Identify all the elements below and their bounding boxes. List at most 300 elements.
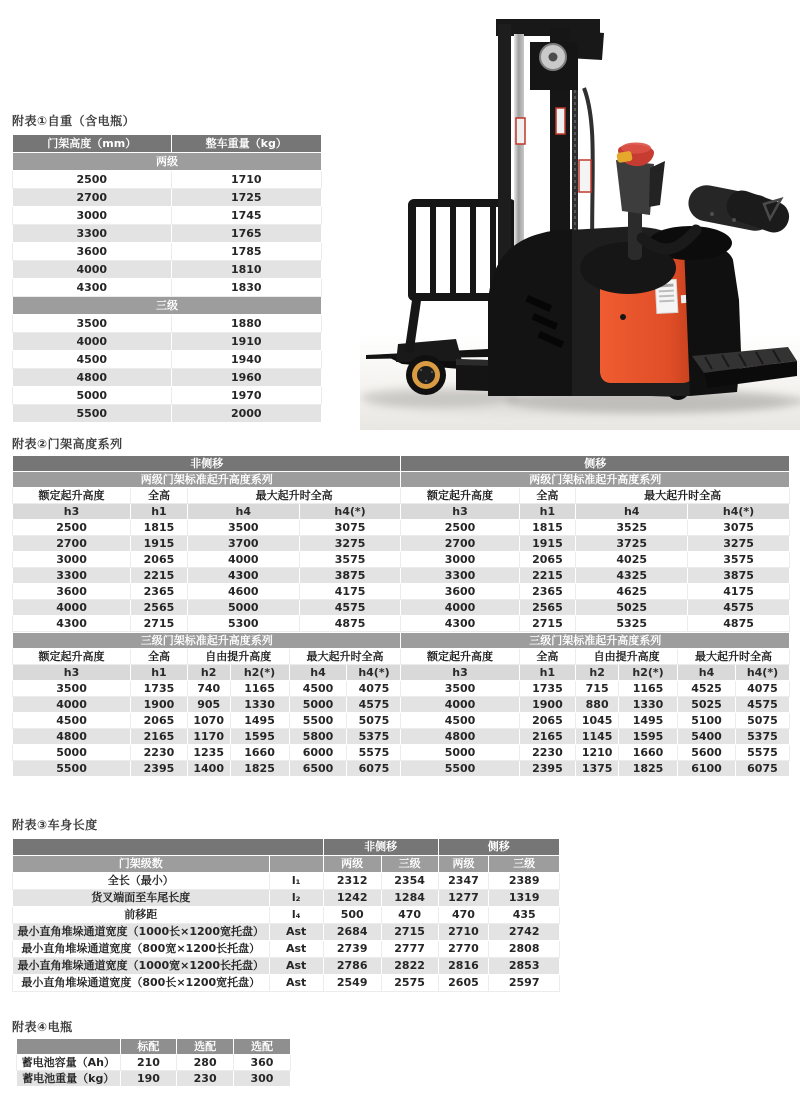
column-header: 三级 [489,856,560,873]
value-cell: 1810 [171,261,321,279]
value-cell: 3700 [187,536,299,552]
mast-height-two-stage-table [12,455,790,632]
section-header: 三级 [13,297,322,315]
value-cell: 4500 [13,713,131,729]
mast-height-three-stage-table [12,632,790,777]
value-cell: 5075 [735,713,789,729]
value-cell: 2365 [519,584,576,600]
value-cell: 4625 [576,584,688,600]
table-row [13,171,322,189]
value-cell: 360 [233,1055,290,1071]
table-row [13,958,560,975]
table-row [13,351,322,369]
body-length-table [12,838,560,992]
value-cell: 1785 [171,243,321,261]
dimension-symbol: Ast [269,975,323,992]
section-header-row [13,297,322,315]
value-cell: 2165 [519,729,576,745]
value-cell: 2000 [171,405,321,423]
value-cell: 3500 [13,681,131,697]
value-cell: 1330 [619,697,678,713]
value-cell: 4800 [401,729,519,745]
symbol-header: h1 [519,504,576,520]
value-cell: 3300 [401,568,519,584]
value-cell: 2770 [438,941,489,958]
value-cell: 1825 [230,761,289,777]
battery-table [16,1038,291,1087]
value-cell: 1910 [171,333,321,351]
value-cell: 3000 [13,207,172,225]
value-cell: 5375 [347,729,401,745]
value-cell: 1900 [131,697,188,713]
row-label: 全长（最小） [13,873,270,890]
value-cell: 2739 [323,941,381,958]
value-cell: 6075 [735,761,789,777]
symbol-header: h1 [131,665,188,681]
value-cell: 1915 [131,536,188,552]
warning-label [556,108,565,134]
value-cell: 2605 [438,975,489,992]
product-photo [360,0,800,430]
value-cell: 4525 [678,681,736,697]
value-cell: 5500 [289,713,347,729]
value-cell: 230 [177,1071,234,1087]
value-cell: 3500 [13,315,172,333]
table-row [13,225,322,243]
value-cell: 5800 [289,729,347,745]
section-header: 三级门架标准起升高度系列 [13,633,401,649]
value-cell: 1735 [131,681,188,697]
value-cell: 4025 [576,552,688,568]
row-label: 货叉端面至车尾长度 [13,890,270,907]
value-cell: 3275 [688,536,790,552]
table-row [13,907,560,924]
value-cell: 1277 [438,890,489,907]
value-cell: 5600 [678,745,736,761]
value-cell: 2347 [438,873,489,890]
value-cell: 1900 [519,697,576,713]
value-cell: 3000 [401,552,519,568]
column-header: 标配 [120,1039,177,1055]
value-cell: 5575 [347,745,401,761]
table-row [13,333,322,351]
value-cell: 1725 [171,189,321,207]
table-row [13,713,790,729]
value-cell: 2786 [323,958,381,975]
symbol-header: h4(*) [688,504,790,520]
symbol-header: h2 [187,665,230,681]
value-cell: 4575 [299,600,401,616]
table-row [13,745,790,761]
dimension-symbol: l₄ [269,907,323,924]
value-cell: 2710 [438,924,489,941]
column-header: 门架高度（mm） [13,135,172,153]
value-cell: 1145 [576,729,619,745]
value-cell: 300 [233,1071,290,1087]
group-header: 非侧移 [323,839,438,856]
row-label: 蓄电池容量（Ah） [17,1055,121,1071]
value-cell: 4875 [299,616,401,632]
section-header-row [13,633,790,649]
column-header-row [13,856,560,873]
value-cell: 3575 [688,552,790,568]
value-cell: 2700 [13,536,131,552]
value-cell: 190 [120,1071,177,1087]
symbol-header: h4(*) [347,665,401,681]
value-cell: 2395 [519,761,576,777]
table-row [13,729,790,745]
column-header: 最大起升时全高 [678,649,790,665]
value-cell: 1765 [171,225,321,243]
value-cell: 3725 [576,536,688,552]
value-cell: 3300 [13,568,131,584]
warning-label [516,118,525,144]
table-row [13,975,560,992]
value-cell: 4600 [187,584,299,600]
column-header: 额定起升高度 [13,488,131,504]
table-row [13,890,560,907]
value-cell: 1710 [171,171,321,189]
value-cell: 2565 [519,600,576,616]
symbol-header: h4 [289,665,347,681]
table-row [13,279,322,297]
row-label: 最小直角堆垛通道宽度（1000宽×1200长托盘） [13,958,270,975]
dimension-symbol: Ast [269,941,323,958]
value-cell: 2575 [381,975,438,992]
value-cell: 4875 [688,616,790,632]
value-cell: 4075 [347,681,401,697]
value-cell: 2700 [13,189,172,207]
value-cell: 5075 [347,713,401,729]
value-cell: 2365 [131,584,188,600]
value-cell: 1745 [171,207,321,225]
column-header: 全高 [131,649,188,665]
value-cell: 3275 [299,536,401,552]
group-header: 非侧移 [13,456,401,472]
value-cell: 6000 [289,745,347,761]
value-cell: 1319 [489,890,560,907]
table-row [13,584,790,600]
symbol-header: h2(*) [619,665,678,681]
value-cell: 6100 [678,761,736,777]
table-row [13,568,790,584]
value-cell: 6075 [347,761,401,777]
table-row [13,243,322,261]
column-header: 两级 [438,856,489,873]
column-header-row [13,488,790,504]
value-cell: 2065 [519,713,576,729]
value-cell: 1495 [230,713,289,729]
value-cell: 5025 [576,600,688,616]
dimension-symbol: Ast [269,958,323,975]
symbol-header: h4 [576,504,688,520]
table-row [17,1055,291,1071]
value-cell: 1070 [187,713,230,729]
value-cell: 2065 [131,552,188,568]
value-cell: 500 [323,907,381,924]
value-cell: 4000 [13,697,131,713]
value-cell: 3875 [299,568,401,584]
table-row [13,405,322,423]
value-cell: 280 [177,1055,234,1071]
value-cell: 210 [120,1055,177,1071]
group-header: 侧移 [401,456,790,472]
value-cell: 4575 [735,697,789,713]
table-row [13,387,322,405]
value-cell: 1970 [171,387,321,405]
value-cell: 5400 [678,729,736,745]
value-cell: 2395 [131,761,188,777]
column-header: 全高 [519,649,576,665]
column-header: 自由提升高度 [576,649,678,665]
value-cell: 715 [576,681,619,697]
group-header: 侧移 [438,839,559,856]
value-cell: 5100 [678,713,736,729]
value-cell: 5000 [13,387,172,405]
value-cell: 3525 [576,520,688,536]
value-cell: 905 [187,697,230,713]
column-header: 额定起升高度 [401,488,519,504]
value-cell: 1045 [576,713,619,729]
symbol-header: h3 [13,665,131,681]
symbol-header: h4(*) [735,665,789,681]
row-label: 最小直角堆垛通道宽度（800宽×1200长托盘） [13,941,270,958]
value-cell: 4000 [401,600,519,616]
value-cell: 1235 [187,745,230,761]
table-row [13,552,790,568]
table-row [13,761,790,777]
column-header-row [13,649,790,665]
value-cell: 4175 [299,584,401,600]
value-cell: 1210 [576,745,619,761]
value-cell: 4175 [688,584,790,600]
table-row [13,941,560,958]
table1-title: 附表①自重（含电瓶） [12,114,136,128]
section-header-row [13,153,322,171]
value-cell: 5300 [187,616,299,632]
value-cell: 3600 [13,243,172,261]
table-row [13,600,790,616]
value-cell: 1330 [230,697,289,713]
value-cell: 3600 [401,584,519,600]
value-cell: 2500 [13,171,172,189]
table4-title: 附表④电瓶 [12,1020,73,1034]
column-header: 两级 [323,856,381,873]
dimension-symbol: l₂ [269,890,323,907]
value-cell: 1815 [519,520,576,536]
value-cell: 2597 [489,975,560,992]
table-row [17,1071,291,1087]
value-cell: 5025 [678,697,736,713]
value-cell: 1165 [230,681,289,697]
table-row [13,697,790,713]
value-cell: 2065 [519,552,576,568]
value-cell: 470 [381,907,438,924]
value-cell: 1595 [619,729,678,745]
section-header: 两级门架标准起升高度系列 [13,472,401,488]
value-cell: 5325 [576,616,688,632]
value-cell: 1960 [171,369,321,387]
value-cell: 5000 [289,697,347,713]
value-cell: 4575 [688,600,790,616]
value-cell: 2777 [381,941,438,958]
group-header-row [13,456,790,472]
value-cell: 1165 [619,681,678,697]
value-cell: 1940 [171,351,321,369]
value-cell: 1825 [619,761,678,777]
table-row [13,681,790,697]
value-cell: 4000 [13,333,172,351]
value-cell: 2500 [401,520,519,536]
value-cell: 1595 [230,729,289,745]
value-cell: 4575 [347,697,401,713]
value-cell: 4500 [289,681,347,697]
value-cell: 3500 [187,520,299,536]
value-cell: 2389 [489,873,560,890]
row-label: 最小直角堆垛通道宽度（1000长×1200宽托盘） [13,924,270,941]
value-cell: 1660 [230,745,289,761]
value-cell: 5575 [735,745,789,761]
symbol-header: h4 [678,665,736,681]
table-row [13,189,322,207]
table-row [13,873,560,890]
value-cell: 435 [489,907,560,924]
column-header: 门架级数 [13,856,270,873]
value-cell: 1830 [171,279,321,297]
value-cell: 4500 [401,713,519,729]
table-row [13,536,790,552]
symbol-header: h3 [401,504,519,520]
value-cell: 4300 [13,616,131,632]
value-cell: 5375 [735,729,789,745]
section-header: 两级门架标准起升高度系列 [401,472,790,488]
value-cell: 2715 [381,924,438,941]
value-cell: 2565 [131,600,188,616]
value-cell: 1735 [519,681,576,697]
value-cell: 1815 [131,520,188,536]
value-cell: 1375 [576,761,619,777]
value-cell: 3075 [688,520,790,536]
value-cell: 4300 [401,616,519,632]
value-cell: 4500 [13,351,172,369]
column-header: 选配 [177,1039,234,1055]
value-cell: 3300 [13,225,172,243]
symbol-header: h4(*) [299,504,401,520]
value-cell: 5000 [401,745,519,761]
value-cell: 1880 [171,315,321,333]
symbol-header-row [13,665,790,681]
row-label: 最小直角堆垛通道宽度（800长×1200宽托盘） [13,975,270,992]
empty-header-cell [13,839,324,856]
table-row [13,616,790,632]
value-cell: 4325 [576,568,688,584]
value-cell: 3000 [13,552,131,568]
symbol-header: h3 [401,665,519,681]
table-row [13,207,322,225]
section-header-row [13,472,790,488]
empty-header-cell [17,1039,121,1055]
value-cell: 4075 [735,681,789,697]
value-cell: 2853 [489,958,560,975]
value-cell: 2165 [131,729,188,745]
value-cell: 4300 [187,568,299,584]
section-header: 三级门架标准起升高度系列 [401,633,790,649]
value-cell: 2230 [131,745,188,761]
value-cell: 3075 [299,520,401,536]
value-cell: 4800 [13,369,172,387]
column-header: 三级 [381,856,438,873]
value-cell: 3875 [688,568,790,584]
column-header: 额定起升高度 [13,649,131,665]
section-header: 两级 [13,153,322,171]
weight-table [12,134,322,423]
row-label: 蓄电池重量（kg） [17,1071,121,1087]
value-cell: 5000 [13,745,131,761]
value-cell: 3575 [299,552,401,568]
value-cell: 2822 [381,958,438,975]
value-cell: 2808 [489,941,560,958]
symbol-header: h1 [131,504,188,520]
value-cell: 5000 [187,600,299,616]
table-row [13,315,322,333]
value-cell: 1242 [323,890,381,907]
value-cell: 740 [187,681,230,697]
table-row [13,924,560,941]
value-cell: 2742 [489,924,560,941]
table-row [13,520,790,536]
value-cell: 1400 [187,761,230,777]
value-cell: 2215 [131,568,188,584]
value-cell: 1170 [187,729,230,745]
value-cell: 2215 [519,568,576,584]
column-header: 最大起升时全高 [289,649,401,665]
dimension-symbol: l₁ [269,873,323,890]
table-header-row [13,135,322,153]
symbol-header: h2(*) [230,665,289,681]
value-cell: 4800 [13,729,131,745]
value-cell: 6500 [289,761,347,777]
value-cell: 2312 [323,873,381,890]
column-header: 最大起升时全高 [576,488,790,504]
value-cell: 2354 [381,873,438,890]
value-cell: 2700 [401,536,519,552]
value-cell: 4000 [187,552,299,568]
value-cell: 4000 [401,697,519,713]
table-row [13,369,322,387]
column-header: 最大起升时全高 [187,488,401,504]
value-cell: 1660 [619,745,678,761]
value-cell: 2549 [323,975,381,992]
value-cell: 5500 [401,761,519,777]
dimension-symbol: Ast [269,924,323,941]
value-cell: 470 [438,907,489,924]
value-cell: 880 [576,697,619,713]
column-header: 额定起升高度 [401,649,519,665]
value-cell: 2715 [519,616,576,632]
empty-header-cell [269,856,323,873]
table3-title: 附表③车身长度 [12,818,98,832]
value-cell: 2065 [131,713,188,729]
symbol-header-row [13,504,790,520]
column-header: 选配 [233,1039,290,1055]
value-cell: 3500 [401,681,519,697]
table-header-row [17,1039,291,1055]
warning-label [579,160,591,192]
group-header-row [13,839,560,856]
value-cell: 1915 [519,536,576,552]
value-cell: 4300 [13,279,172,297]
symbol-header: h3 [13,504,131,520]
